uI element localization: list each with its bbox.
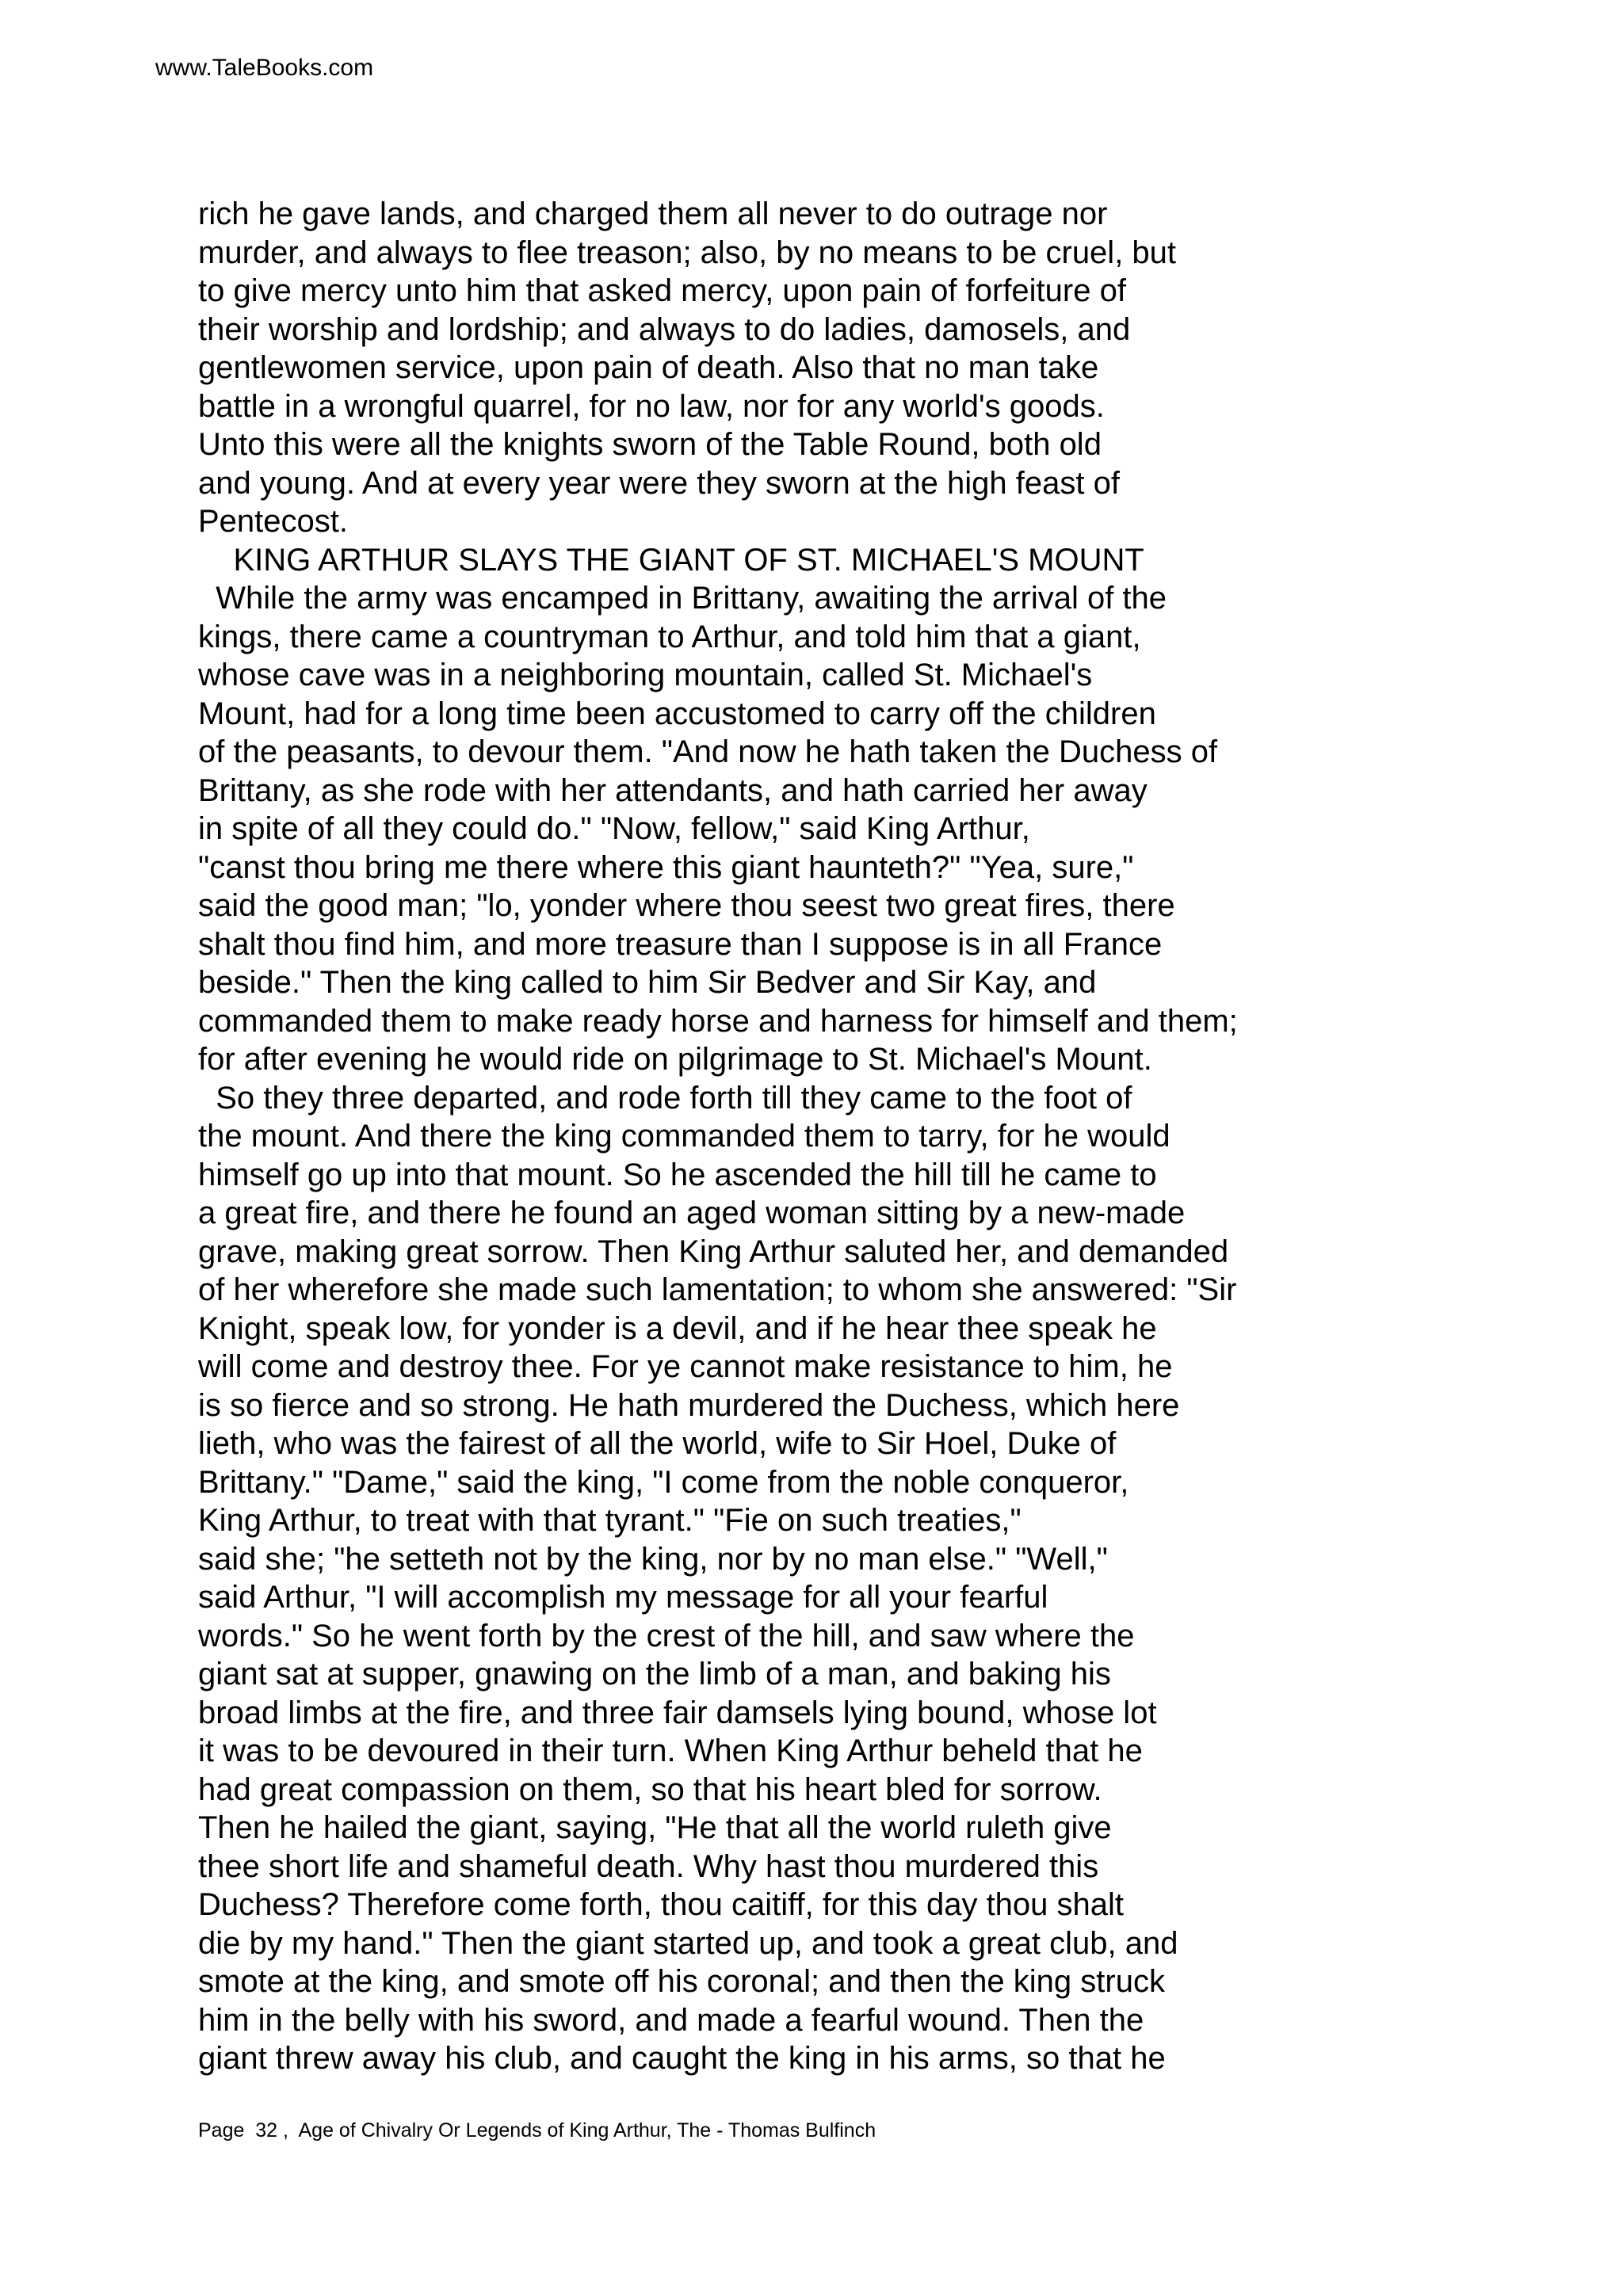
text-line: battle in a wrongful quarrel, for no law, nor for any world's goods. bbox=[198, 388, 1105, 424]
text-line: giant threw away his club, and caught the king in his arms, so that he bbox=[198, 2041, 1166, 2076]
text-line: die by my hand." Then the giant started up, and took a great club, and bbox=[198, 1925, 1178, 1961]
text-line: Mount, had for a long time been accustomed to carry off the children bbox=[198, 696, 1156, 731]
text-line: and young. And at every year were they sworn at the high feast of bbox=[198, 465, 1120, 501]
text-line: kings, there came a countryman to Arthur, and told him that a giant, bbox=[198, 619, 1141, 654]
text-line: him in the belly with his sword, and made a fearful wound. Then the bbox=[198, 2002, 1144, 2038]
text-line: While the army was encamped in Brittany, awaiting the arrival of the bbox=[198, 581, 1167, 616]
text-line: their worship and lordship; and always to do ladies, damosels, and bbox=[198, 311, 1131, 347]
text-line: to give mercy unto him that asked mercy, upon pain of forfeiture of bbox=[198, 273, 1126, 308]
text-line: Brittany, as she rode with her attendants, and hath carried her away bbox=[198, 772, 1148, 808]
text-line: broad limbs at the fire, and three fair damsels lying bound, whose lot bbox=[198, 1695, 1157, 1730]
text-line: smote at the king, and smote off his coronal; and then the king struck bbox=[198, 1964, 1165, 1999]
text-line: Pentecost. bbox=[198, 504, 349, 539]
page-footer: Page 32 , Age of Chivalry Or Legends of King Arthur, The - Thomas Bulfinch bbox=[198, 2119, 876, 2142]
text-line: of her wherefore she made such lamentation; to whom she answered: "Sir bbox=[198, 1272, 1237, 1307]
text-line: rich he gave lands, and charged them all never to do outrage nor bbox=[198, 196, 1108, 231]
text-line: Unto this were all the knights sworn of the Table Round, both old bbox=[198, 427, 1102, 462]
text-line: shalt thou find him, and more treasure than I suppose is in all France bbox=[198, 926, 1163, 962]
text-line: commanded them to make ready horse and harness for himself and them; bbox=[198, 1003, 1238, 1039]
text-line: said she; "he setteth not by the king, nor by no man else." "Well," bbox=[198, 1541, 1108, 1577]
text-line: said Arthur, "I will accomplish my message for all your fearful bbox=[198, 1580, 1048, 1615]
text-line: the mount. And there the king commanded them to tarry, for he would bbox=[198, 1119, 1170, 1154]
text-line: for after evening he would ride on pilgrimage to St. Michael's Mount. bbox=[198, 1042, 1152, 1077]
text-line: murder, and always to flee treason; also, by no means to be cruel, but bbox=[198, 235, 1177, 270]
text-line: Brittany." "Dame," said the king, "I come from the noble conqueror, bbox=[198, 1464, 1129, 1500]
text-line: himself go up into that mount. So he ascended the hill till he came to bbox=[198, 1157, 1157, 1192]
text-line: Knight, speak low, for yonder is a devil, and if he hear thee speak he bbox=[198, 1310, 1157, 1346]
text-line: it was to be devoured in their turn. When King Arthur beheld that he bbox=[198, 1733, 1143, 1768]
site-url: www.TaleBooks.com bbox=[155, 55, 374, 81]
text-line: said the good man; "lo, yonder where thou seest two great fires, there bbox=[198, 888, 1175, 923]
text-line: a great fire, and there he found an aged woman sitting by a new-made bbox=[198, 1196, 1186, 1230]
text-line: "canst thou bring me there where this giant haunteth?" "Yea, sure," bbox=[198, 849, 1134, 885]
text-line: beside." Then the king called to him Sir Bedver and Sir Kay, and bbox=[198, 965, 1097, 1000]
text-line: Then he hailed the giant, saying, "He that all the world ruleth give bbox=[198, 1810, 1112, 1845]
text-line: words." So he went forth by the crest of the hill, and saw where the bbox=[198, 1618, 1135, 1653]
text-line: lieth, who was the fairest of all the world, wife to Sir Hoel, Duke of bbox=[198, 1426, 1117, 1461]
text-line: giant sat at supper, gnawing on the limb of a man, and baking his bbox=[198, 1657, 1111, 1691]
text-line: grave, making great sorrow. Then King Arthur saluted her, and demanded bbox=[198, 1234, 1229, 1269]
text-line: So they three departed, and rode forth till they came to the foot of bbox=[198, 1080, 1132, 1116]
text-line: Duchess? Therefore come forth, thou caitiff, for this day thou shalt bbox=[198, 1887, 1125, 1922]
text-line: King Arthur, to treat with that tyrant." "Fie on such treaties," bbox=[198, 1503, 1022, 1538]
text-line: of the peasants, to devour them. "And now he hath taken the Duchess of bbox=[198, 734, 1218, 769]
text-line: in spite of all they could do." "Now, fellow," said King Arthur, bbox=[198, 811, 1030, 846]
text-line: had great compassion on them, so that his heart bled for sorrow. bbox=[198, 1772, 1102, 1807]
text-line: whose cave was in a neighboring mountain, called St. Michael's bbox=[198, 658, 1093, 692]
text-line: KING ARTHUR SLAYS THE GIANT OF ST. MICHAEL'S MOUNT bbox=[198, 542, 1144, 578]
text-line: gentlewomen service, upon pain of death. Also that no man take bbox=[198, 350, 1099, 385]
text-line: is so fierce and so strong. He hath murdered the Duchess, which here bbox=[198, 1387, 1180, 1423]
text-line: will come and destroy thee. For ye cannot make resistance to him, he bbox=[198, 1349, 1173, 1384]
body-text bbox=[198, 195, 1561, 2078]
text-line: thee short life and shameful death. Why hast thou murdered this bbox=[198, 1848, 1099, 1884]
